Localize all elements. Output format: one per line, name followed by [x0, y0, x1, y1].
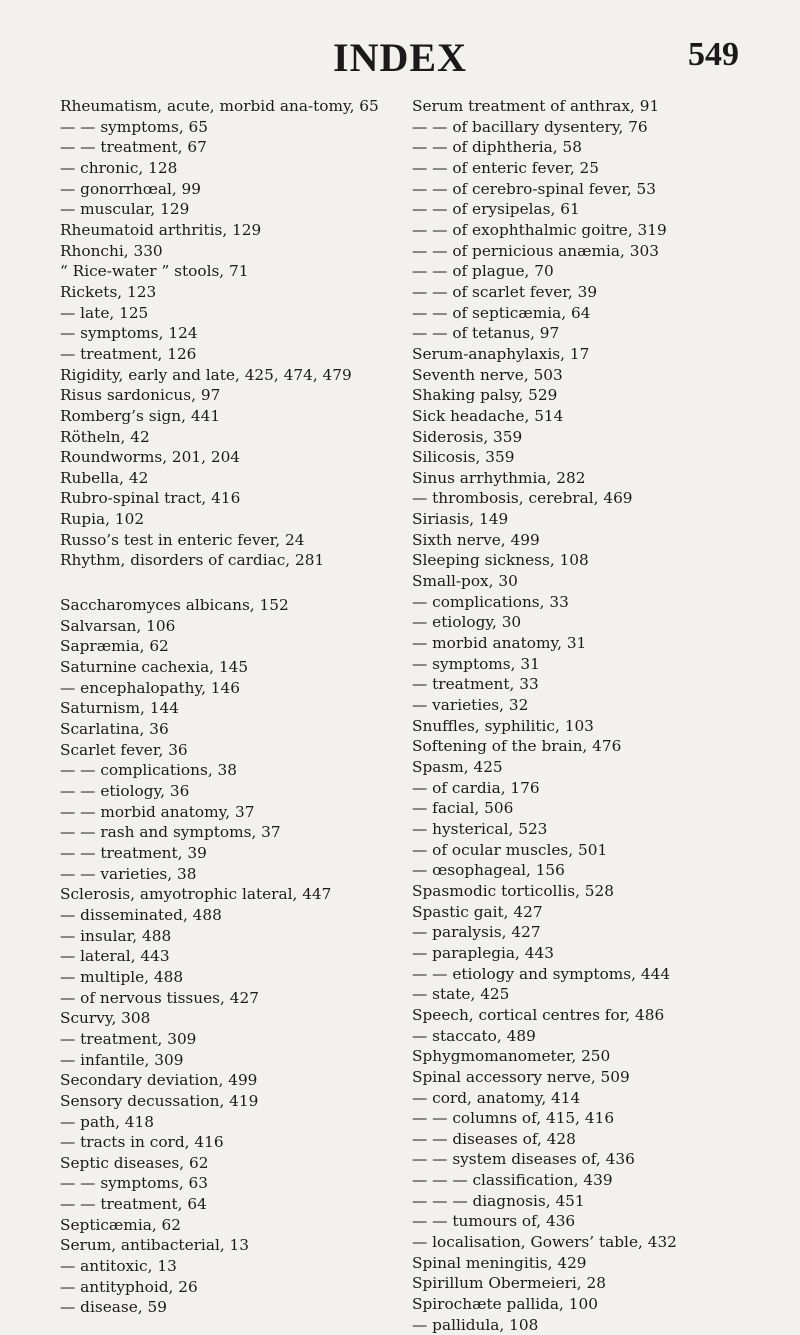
index-entry: — — etiology and symptoms, 444 [412, 964, 671, 983]
index-entry: Rubella, 42 [60, 468, 149, 487]
index-entry: — of cardia, 176 [412, 778, 540, 797]
index-entry: — gonorrhœal, 99 [60, 179, 202, 198]
right-column [412, 96, 752, 1335]
index-entry: — state, 425 [412, 985, 510, 1004]
index-entry: — — rash and symptoms, 37 [60, 823, 281, 842]
index-entry: Sphygmomanometer, 250 [412, 1047, 611, 1066]
index-entry: — encephalopathy, 146 [60, 678, 240, 697]
index-entry: — — tumours of, 436 [412, 1212, 576, 1231]
index-entry: Spinal meningitis, 429 [412, 1253, 587, 1272]
index-entry: — — of bacillary dysentery, 76 [412, 117, 648, 136]
index-entry: — — — diagnosis, 451 [412, 1191, 585, 1210]
index-entry: — pallidula, 108 [412, 1315, 539, 1334]
index-entry: Siriasis, 149 [412, 510, 509, 529]
index-entry: — — of cerebro-spinal fever, 53 [412, 179, 657, 198]
index-entry: — — — classification, 439 [412, 1171, 613, 1190]
index-entry: Siderosis, 359 [412, 427, 523, 446]
index-entry: Sensory decussation, 419 [60, 1091, 259, 1110]
index-entry: Spirillum Obermeieri, 28 [412, 1274, 606, 1293]
index-entry: — lateral, 443 [60, 947, 170, 966]
index-entry: — — of erysipelas, 61 [412, 200, 580, 219]
index-entry: — — of plague, 70 [412, 262, 554, 281]
index-entry: Snuffles, syphilitic, 103 [412, 716, 594, 735]
index-entry: — insular, 488 [60, 926, 172, 945]
index-entry: Septicæmia, 62 [60, 1215, 182, 1234]
index-entry: Sleeping sickness, 108 [412, 551, 589, 570]
index-entry: Rupia, 102 [60, 510, 145, 529]
index-entry: — staccato, 489 [412, 1026, 536, 1045]
index-entry: Small-pox, 30 [412, 572, 518, 591]
index-entry: Rötheln, 42 [60, 427, 150, 446]
index-entry: — — diseases of, 428 [412, 1129, 576, 1148]
index-entry: Saturnism, 144 [60, 699, 179, 718]
index-entry: — — complications, 38 [60, 761, 238, 780]
index-entry: — — of scarlet fever, 39 [412, 282, 598, 301]
index-entry: Serum, antibacterial, 13 [60, 1236, 250, 1255]
page-header [0, 30, 800, 90]
index-entry: — morbid anatomy, 31 [412, 634, 587, 653]
index-entry: Scurvy, 308 [60, 1009, 151, 1028]
index-entry: Spinal accessory nerve, 509 [412, 1067, 630, 1086]
index-entry: Rigidity, early and late, 425, 474, 479 [60, 365, 352, 384]
index-entry: Rhythm, disorders of cardiac, 281 [60, 551, 325, 570]
index-entry: — thrombosis, cerebral, 469 [412, 489, 633, 508]
index-entry: — — of enteric fever, 25 [412, 158, 600, 177]
index-entry: — — system diseases of, 436 [412, 1150, 635, 1169]
index-entry: — — etiology, 36 [60, 782, 190, 800]
index-entry: — — treatment, 64 [60, 1195, 207, 1214]
index-entry: Sclerosis, amyotrophic lateral, 447 [60, 885, 332, 904]
index-entry: — path, 418 [60, 1112, 154, 1131]
index-entry: — disease, 59 [60, 1298, 167, 1317]
index-entry: Sick headache, 514 [412, 406, 564, 425]
index-entry: Spirochæte pallida, 100 [412, 1295, 598, 1314]
index-entry: Roundworms, 201, 204 [60, 448, 241, 467]
index-entry: — facial, 506 [412, 799, 514, 818]
index-entry: — localisation, Gowers’ table, 432 [412, 1233, 677, 1252]
index-entry: Rheumatism, acute, morbid ana-tomy, 65 [60, 97, 379, 115]
index-entry: — paraplegia, 443 [412, 943, 554, 962]
index-entry: — antityphoid, 26 [60, 1277, 198, 1296]
index-entry: — disseminated, 488 [60, 905, 222, 924]
index-entry: — — of septicæmia, 64 [412, 303, 591, 322]
index-entry: Spasm, 425 [412, 758, 503, 776]
index-entry: Saccharomyces albicans, 152 [60, 596, 289, 615]
index-entry: “ Rice-water ” stools, 71 [60, 262, 249, 281]
index-entry: Serum treatment of anthrax, 91 [412, 97, 660, 115]
index-entry: Scarlet fever, 36 [60, 740, 188, 759]
index-entry: Spasmodic torticollis, 528 [412, 881, 615, 900]
index-entry: — — of diphtheria, 58 [412, 138, 582, 157]
index-entry: — — varieties, 38 [60, 864, 197, 883]
page-title: INDEX [333, 35, 467, 80]
index-entry: — infantile, 309 [60, 1050, 184, 1069]
index-entry: — — of tetanus, 97 [412, 324, 560, 343]
left-column [60, 96, 390, 1318]
index-entry: Romberg’s sign, 441 [60, 406, 221, 425]
index-entry: — tracts in cord, 416 [60, 1133, 224, 1152]
index-entry: — complications, 33 [412, 592, 569, 611]
index-entry: — — of exophthalmic goitre, 319 [412, 220, 667, 239]
index-entry: — multiple, 488 [60, 967, 184, 986]
index-entry: — late, 125 [60, 303, 149, 322]
index-entry: — muscular, 129 [60, 200, 190, 219]
index-entry: Softening of the brain, 476 [412, 737, 622, 756]
index-entry: Scarlatina, 36 [60, 720, 169, 739]
index-entry: — — morbid anatomy, 37 [60, 802, 255, 821]
index-entry: Rubro-spinal tract, 416 [60, 489, 241, 508]
index-entry: — — treatment, 67 [60, 138, 207, 157]
index-entry: — symptoms, 31 [412, 654, 540, 673]
index-entry: Sixth nerve, 499 [412, 530, 540, 549]
index-entry: — — columns of, 415, 416 [412, 1109, 615, 1128]
page-number: 549 [688, 36, 739, 73]
index-entry: — cord, anatomy, 414 [412, 1088, 581, 1107]
index-entry: — of nervous tissues, 427 [60, 988, 259, 1007]
index-entry: Speech, cortical centres for, 486 [412, 1005, 665, 1024]
index-entry: — etiology, 30 [412, 613, 522, 632]
index-entry: Sinus arrhythmia, 282 [412, 468, 586, 487]
index-entry: — — of pernicious anæmia, 303 [412, 241, 659, 260]
index-entry: — symptoms, 124 [60, 324, 198, 343]
index-entry: Rickets, 123 [60, 282, 157, 301]
index-entry: — chronic, 128 [60, 158, 178, 177]
section-divider [60, 571, 390, 595]
index-entry: — paralysis, 427 [412, 923, 541, 942]
index-entry: Septic diseases, 62 [60, 1153, 209, 1172]
index-entry: Sapræmia, 62 [60, 637, 169, 656]
index-entry: Risus sardonicus, 97 [60, 386, 221, 405]
index-entry: Secondary deviation, 499 [60, 1071, 258, 1090]
index-entry: — hysterical, 523 [412, 819, 548, 838]
index-entry: — œsophageal, 156 [412, 861, 565, 880]
index-entry: — varieties, 32 [412, 696, 529, 715]
index-entry: — treatment, 33 [412, 675, 539, 694]
index-entry: Spastic gait, 427 [412, 902, 543, 921]
index-entry: Salvarsan, 106 [60, 616, 176, 635]
index-entry: — — symptoms, 65 [60, 117, 209, 136]
index-entry: Rhonchi, 330 [60, 241, 163, 260]
index-entry: Saturnine cachexia, 145 [60, 658, 249, 677]
index-entry: — treatment, 126 [60, 344, 197, 363]
index-entry: — — treatment, 39 [60, 843, 207, 862]
index-entry: — — symptoms, 63 [60, 1174, 209, 1193]
index-entry: Silicosis, 359 [412, 448, 515, 467]
index-entry: Seventh nerve, 503 [412, 365, 563, 384]
index-entry: — of ocular muscles, 501 [412, 840, 608, 859]
index-entry: Serum-anaphylaxis, 17 [412, 344, 590, 363]
index-entry: Rheumatoid arthritis, 129 [60, 220, 262, 239]
index-entry: — antitoxic, 13 [60, 1257, 177, 1276]
index-entry: — treatment, 309 [60, 1029, 197, 1048]
index-entry: Russo’s test in enteric fever, 24 [60, 530, 305, 549]
index-entry: Shaking palsy, 529 [412, 386, 558, 405]
